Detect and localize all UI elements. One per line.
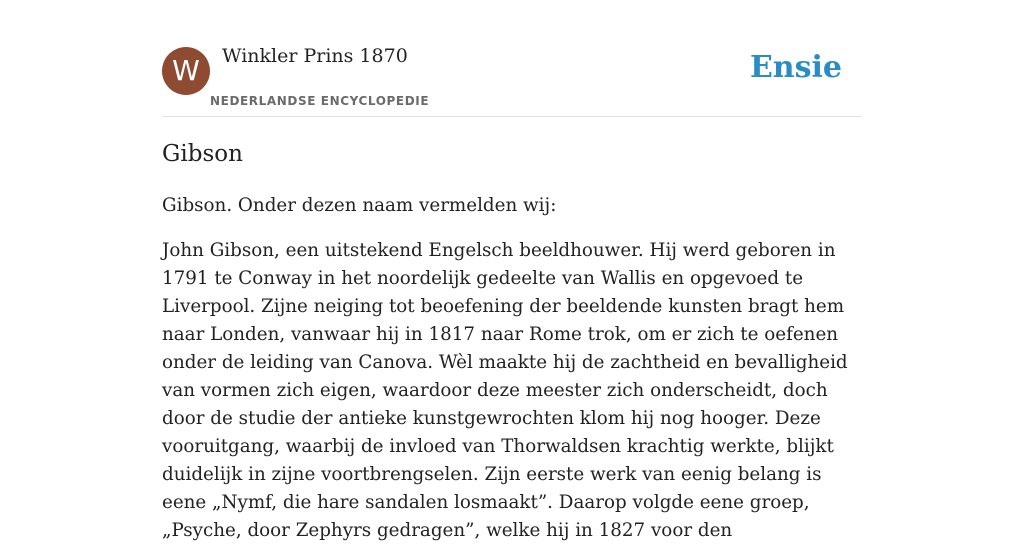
brand-logo[interactable]: Ensie — [749, 50, 842, 85]
source-title[interactable]: Winkler Prins 1870 — [222, 45, 408, 67]
source-subtitle: NEDERLANDSE ENCYCLOPEDIE — [210, 94, 430, 108]
site-header — [162, 0, 862, 117]
article-intro: Gibson. Onder dezen naam vermelden wij: — [162, 195, 557, 216]
article — [162, 136, 862, 545]
source-avatar[interactable]: W — [162, 47, 210, 95]
article-body: John Gibson, een uitstekend Engelsch beeldhouwer. Hij werd geboren in 1791 te Conway in het noordelijk gedeelte van Wallis en opgevoed te Liverpool. Zijne neiging tot beoefening der beeldende kunsten bragt hem naar Londen, vanwaar hij in 1817 naar Rome trok, om er zich te oefenen onder de leiding van Canova. Wèl maakte hij de zachtheid en bevalligheid van vormen zich eigen, waardoor deze meester zich onderscheidt, doch door de studie der antieke kunstgewrochten klom hij nog hooger. Deze vooruitgang, waarbij de invloed van Thorwaldsen krachtig werkte, blijkt duidelijk in zijne voortbrengselen. Zijn eerste werk van eenig belang is eene „Nymf, die hare sandalen losmaakt”. Daarop volgde eene groep, „Psyche, door Zephyrs gedragen”, welke hij in 1827 voor den — [162, 240, 848, 541]
article-title: Gibson — [162, 141, 243, 167]
